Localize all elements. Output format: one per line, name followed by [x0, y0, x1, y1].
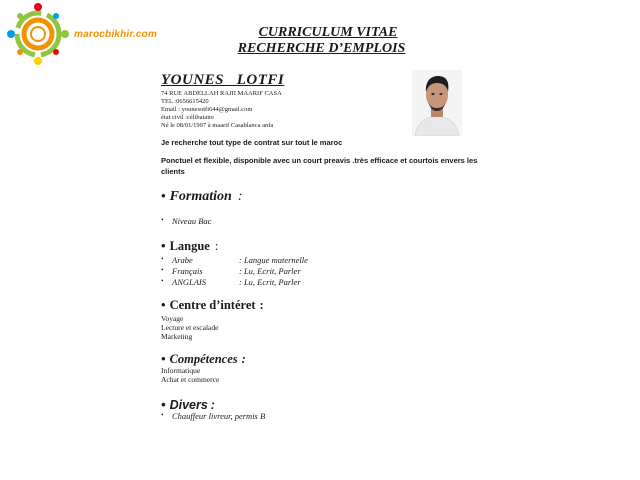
bullet: •: [161, 397, 166, 412]
language-row: [161, 266, 301, 276]
phone-line: TEL :0656615420: [161, 98, 209, 105]
section-title: Langue: [169, 239, 210, 253]
bullet: •: [161, 277, 164, 285]
section-skills-heading: [161, 351, 246, 367]
portrait-photo: [412, 70, 462, 136]
section-colon: :: [237, 189, 243, 204]
birth-line: Né le 08/01/1997 à maarif Casablanca anfa: [161, 122, 274, 129]
bullet: •: [161, 297, 166, 312]
language-name: Arabe: [172, 255, 193, 265]
section-misc-heading: [161, 397, 215, 412]
list-item: [161, 411, 265, 421]
section-title: Centre d’intéret: [169, 298, 256, 312]
civil-status-line: état civil :célibataire: [161, 114, 215, 121]
bullet: •: [161, 351, 166, 366]
section-title: Compétences: [169, 352, 238, 366]
cv-subtitle: RECHERCHE D’EMPLOIS: [237, 41, 406, 56]
email-line: Email : younesotfi644@gmail.com: [161, 106, 253, 113]
misc-item: Chauffeur livreur, permis B: [172, 411, 266, 421]
interest-item: Marketing: [161, 332, 193, 341]
section-colon: :: [210, 398, 215, 412]
language-name: Français: [172, 266, 203, 276]
language-row: [161, 277, 301, 287]
section-formation-heading: [161, 188, 242, 205]
section-colon: :: [241, 352, 246, 366]
cv-title: CURRICULUM VITAE: [258, 25, 398, 40]
bullet: •: [161, 188, 166, 203]
bullet: •: [161, 266, 164, 274]
skill-item: Informatique: [161, 366, 201, 375]
language-level: : Langue maternelle: [239, 255, 308, 265]
summary-text: Ponctuel et flexible, disponible avec un court preavis .très efficace et courtois envers les clients: [161, 156, 478, 176]
section-colon: :: [214, 239, 219, 253]
interest-item: Lecture et escalade: [161, 323, 219, 332]
section-colon: :: [259, 298, 264, 312]
language-level: : Lu, Ecrit, Parler: [239, 277, 301, 287]
language-name: ANGLAIS: [172, 277, 206, 287]
logo-text: marocbikhir.com: [74, 29, 158, 40]
objective-text: Je recherche tout type de contrat sur tout le maroc: [161, 138, 343, 147]
section-title: Divers: [169, 398, 208, 412]
interest-item: Voyage: [161, 314, 184, 323]
bullet: •: [161, 411, 164, 419]
candidate-name: YOUNES LOTFI: [161, 72, 285, 88]
bullet: •: [161, 255, 164, 263]
language-level: : Lu, Ecrit, Parler: [239, 266, 301, 276]
formation-item: Niveau Bac: [172, 216, 212, 226]
section-interests-heading: [161, 297, 264, 313]
language-row: [161, 255, 308, 265]
address-line: 74 RUE ABDELLAH RAJII MAARIF CASA: [161, 90, 282, 97]
section-langue-heading: [161, 238, 218, 254]
bullet: •: [161, 216, 164, 224]
skill-item: Achat et commerce: [161, 375, 220, 384]
list-item: [161, 216, 211, 226]
bullet: •: [161, 238, 166, 253]
section-title: Formation: [169, 189, 232, 204]
